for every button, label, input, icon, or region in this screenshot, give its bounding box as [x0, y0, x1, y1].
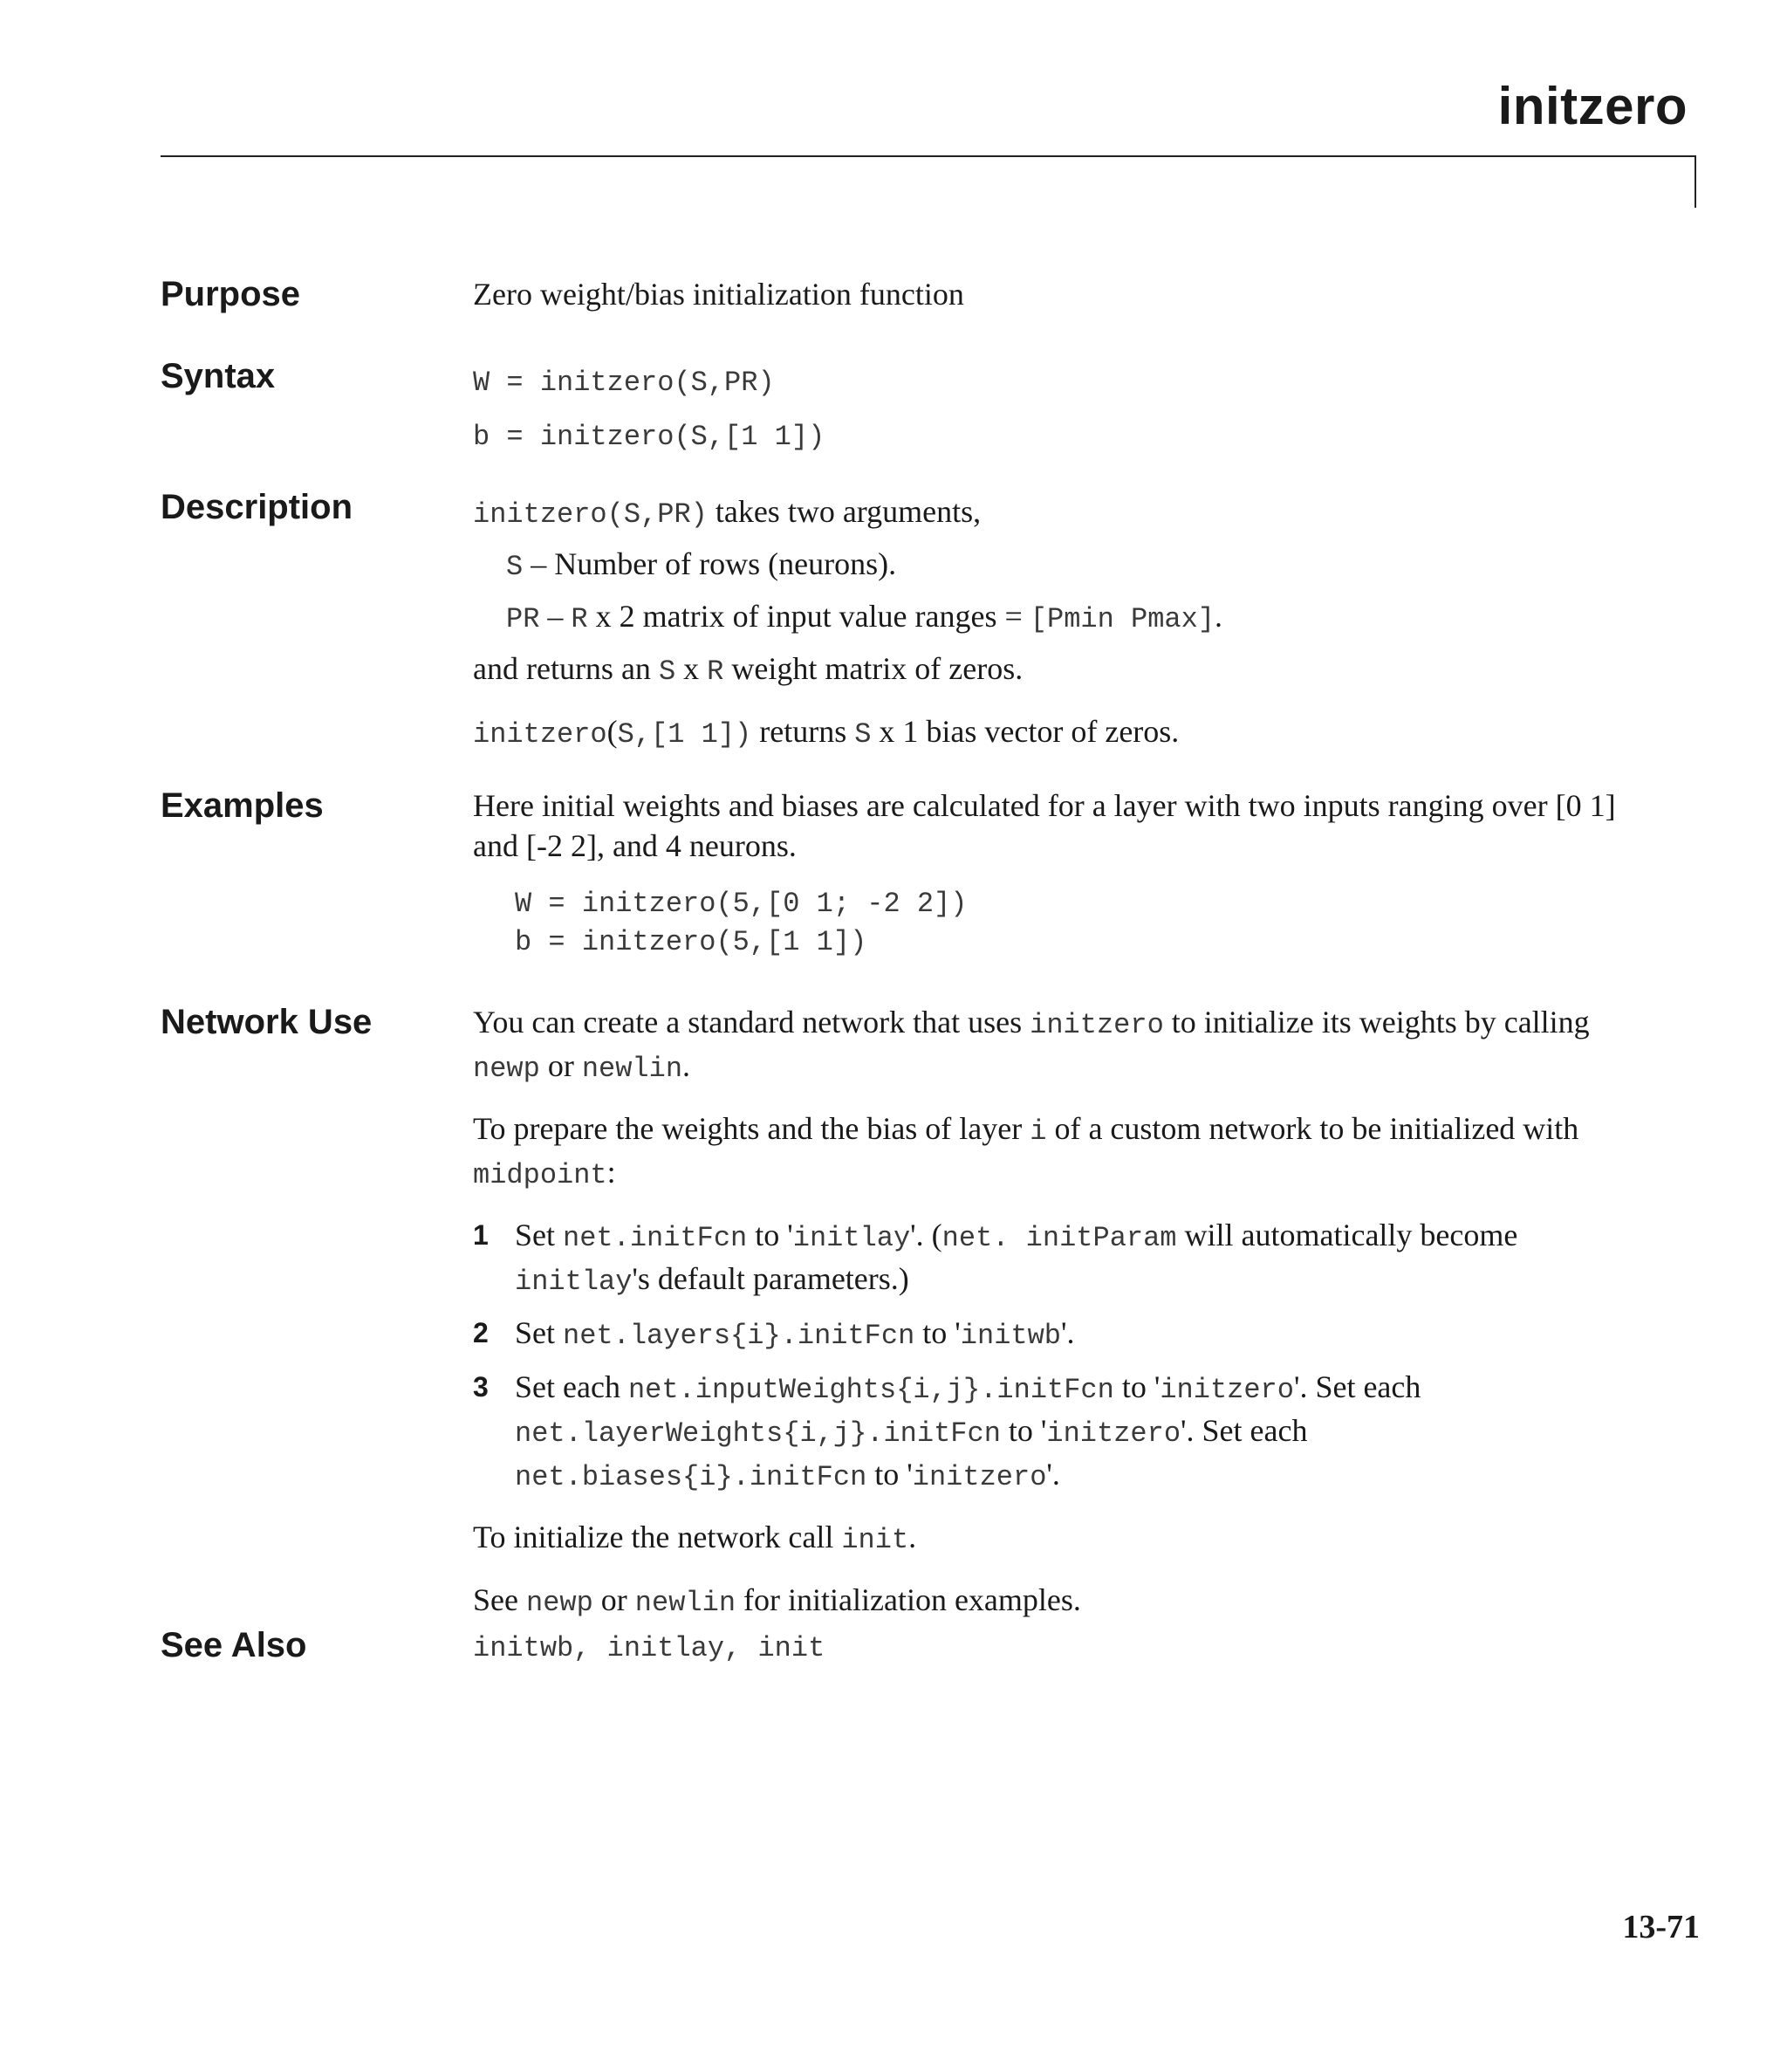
step-text: to ': [1000, 1413, 1047, 1448]
header-rule-tick: [1695, 155, 1696, 208]
step-item: [473, 1367, 1633, 1498]
step-code: initzero: [1160, 1374, 1294, 1406]
description-arg-s: S – Number of rows (neurons).: [506, 546, 897, 583]
purpose-text: Zero weight/bias initialization function: [473, 277, 964, 312]
step-text: Set: [515, 1315, 564, 1350]
syntax-heading: Syntax: [161, 357, 276, 395]
network-use-paragraph-2: To prepare the weights and the bias of layer i of a custom network to be initialized with midpoint:: [473, 1111, 1579, 1191]
description-intro: initzero(S,PR) takes two arguments,: [473, 494, 982, 531]
see-also-links: initwb, initlay, init: [473, 1632, 825, 1664]
step-code: net.inputWeights{i,j}.initFcn: [627, 1374, 1114, 1406]
step-text: '.: [1046, 1457, 1060, 1492]
step-text: to ': [1113, 1369, 1161, 1404]
step-code: net.initFcn: [563, 1222, 748, 1254]
syntax-line-2: b = initzero(S,[1 1]): [473, 421, 825, 453]
network-use-heading: Network Use: [161, 1003, 373, 1041]
description-returns: and returns an S x R weight matrix of zeros.: [473, 651, 1024, 688]
step-code: net.biases{i}.initFcn: [515, 1461, 867, 1493]
step-text: '. Set each: [1293, 1369, 1421, 1404]
step-item: [473, 1313, 1633, 1356]
description-bias: initzero(S,[1 1]) returns S x 1 bias vector of zeros.: [473, 714, 1180, 751]
description-arg-pr: PR – R x 2 matrix of input value ranges = [Pmin Pmax].: [506, 599, 1223, 635]
step-text: Set each: [515, 1369, 628, 1404]
step-text: to ': [747, 1218, 793, 1252]
examples-code-line-1: W = initzero(5,[0 1; -2 2]): [515, 888, 968, 920]
step-text: to ': [914, 1315, 961, 1350]
step-item: [473, 1215, 1633, 1302]
step-code: initwb: [960, 1320, 1061, 1352]
examples-heading: Examples: [161, 786, 324, 825]
syntax-line-1: W = initzero(S,PR): [473, 367, 775, 399]
step-code: net.layers{i}.initFcn: [563, 1320, 915, 1352]
step-number: 2: [473, 1317, 489, 1348]
step-code: net.layerWeights{i,j}.initFcn: [515, 1417, 1001, 1450]
network-use-paragraph-1: You can create a standard network that uses initzero to initialize its weights by calling newp or newlin.: [473, 1005, 1590, 1085]
network-use-paragraph-3: To initialize the network call init.: [473, 1520, 917, 1556]
page-number: 13-71: [1622, 1909, 1700, 1945]
examples-code-line-2: b = initzero(5,[1 1]): [515, 926, 867, 958]
step-code: initzero: [1046, 1417, 1181, 1450]
step-text: Set: [515, 1218, 564, 1252]
step-code: initlay: [792, 1222, 911, 1254]
network-use-paragraph-4: See newp or newlin for initialization examples.: [473, 1582, 1081, 1619]
step-number: 1: [473, 1219, 489, 1251]
step-number: 3: [473, 1371, 489, 1403]
page-title: initzero: [1497, 77, 1688, 135]
purpose-heading: Purpose: [161, 275, 301, 313]
step-text: 's default parameters.): [632, 1261, 909, 1296]
network-use-steps: [473, 1215, 1633, 1498]
header-rule: [161, 155, 1696, 157]
step-text: will automatically become: [1176, 1218, 1518, 1252]
step-code: initlay: [515, 1266, 633, 1298]
step-text: to ': [866, 1457, 913, 1492]
step-text: '.: [1061, 1315, 1075, 1350]
examples-text: Here initial weights and biases are calculated for a layer with two inputs ranging over [0 1] and [-2 2], and 4 neurons.: [473, 788, 1616, 863]
description-heading: Description: [161, 488, 353, 526]
see-also-heading: See Also: [161, 1626, 307, 1664]
step-code: net. initParam: [941, 1222, 1177, 1254]
step-code: initzero: [912, 1461, 1047, 1493]
step-text: '. (: [910, 1218, 942, 1252]
step-text: '. Set each: [1181, 1413, 1308, 1448]
